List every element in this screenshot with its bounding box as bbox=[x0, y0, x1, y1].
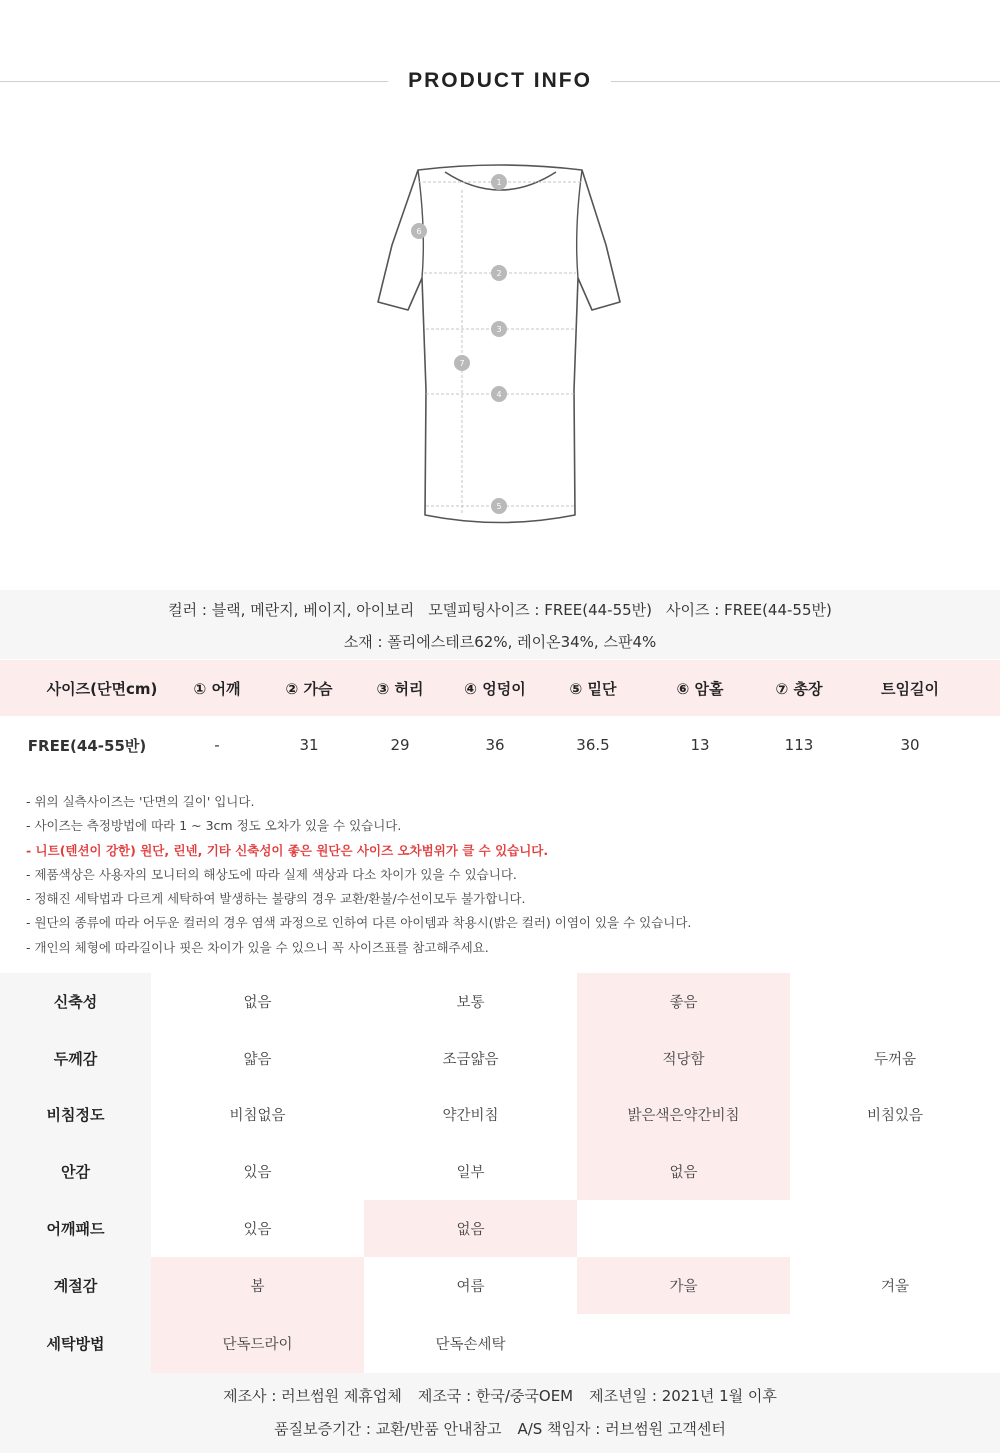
attribute-option: 보통 bbox=[456, 995, 485, 1011]
size-cell: FREE(44-55반) bbox=[27, 736, 147, 755]
dress-measurement-illustration bbox=[370, 160, 630, 530]
footer-row-2 bbox=[0, 1418, 1000, 1439]
attribute-option-selected: 적당함 bbox=[577, 1030, 790, 1086]
note-item: - 위의 실측사이즈는 '단면의 길이' 입니다. bbox=[26, 794, 255, 809]
attribute-option bbox=[577, 1314, 790, 1373]
product-basic-info bbox=[0, 590, 1000, 659]
size-header-cell: ② 가슴 bbox=[285, 679, 333, 698]
attribute-row bbox=[0, 1086, 1000, 1143]
marker-1 bbox=[491, 174, 507, 190]
attribute-option bbox=[790, 1143, 1000, 1200]
attribute-option-selected: 없음 bbox=[364, 1200, 577, 1257]
size-header-cell: ③ 허리 bbox=[376, 679, 424, 698]
fabric-attribute-table bbox=[0, 973, 1000, 1373]
size-header-cell: ① 어깨 bbox=[193, 679, 241, 698]
attribute-option-selected: 가을 bbox=[577, 1257, 790, 1314]
size-header-cell: ⑦ 총장 bbox=[775, 679, 823, 698]
svg-text:6: 6 bbox=[416, 227, 422, 236]
size-notes bbox=[26, 790, 976, 960]
attribute-row bbox=[0, 1143, 1000, 1200]
attribute-option bbox=[577, 1200, 790, 1257]
size-cell: 113 bbox=[784, 736, 814, 754]
svg-text:3: 3 bbox=[496, 325, 502, 334]
attribute-label: 신축성 bbox=[0, 973, 151, 1030]
attribute-option: 겨울 bbox=[880, 1279, 909, 1295]
size-cell: 29 bbox=[390, 736, 410, 754]
attribute-option: 조금얇음 bbox=[442, 1051, 499, 1068]
attribute-row bbox=[0, 1200, 1000, 1257]
size-table-header bbox=[0, 660, 1000, 716]
size-cell: 31 bbox=[299, 736, 319, 754]
footer-as-manager: A/S 책임자 : 러브썸원 고객센터 bbox=[517, 1420, 726, 1438]
note-item-warning: - 니트(텐션이 강한) 원단, 린넨, 기타 신축성이 좋은 원단은 사이즈 오차범위가 클 수 있습니다. bbox=[26, 842, 549, 858]
attribute-option: 약간비침 bbox=[442, 1108, 499, 1124]
note-item: - 개인의 체형에 따라길이나 핏은 차이가 있을 수 있으니 꼭 사이즈표를 참고해주세요. bbox=[26, 939, 489, 955]
attribute-option: 여름 bbox=[456, 1279, 485, 1295]
info-model-size: 모델피팅사이즈 : FREE(44-55반) bbox=[428, 601, 652, 619]
footer-date: 제조년일 : 2021년 1월 이후 bbox=[589, 1387, 777, 1405]
attribute-option-selected: 봄 bbox=[151, 1257, 364, 1314]
size-cell: 36.5 bbox=[576, 736, 610, 754]
size-cell: 30 bbox=[900, 736, 920, 754]
info-color: 컬러 : 블랙, 메란지, 베이지, 아이보리 bbox=[168, 601, 415, 619]
size-cell: 36 bbox=[485, 736, 505, 754]
attribute-row bbox=[0, 973, 1000, 1030]
note-item: - 제품색상은 사용자의 모니터의 해상도에 따라 실제 색상과 다소 차이가 있을 수 있습니다. bbox=[26, 866, 517, 882]
marker-4 bbox=[491, 386, 507, 402]
attribute-option bbox=[790, 1314, 1000, 1373]
attribute-option-selected: 밝은색은약간비침 bbox=[577, 1086, 790, 1143]
attribute-option-selected: 없음 bbox=[577, 1143, 790, 1200]
marker-2 bbox=[491, 265, 507, 281]
attribute-option: 있음 bbox=[243, 1222, 272, 1238]
attribute-option bbox=[790, 973, 1000, 1030]
size-table-row bbox=[0, 716, 1000, 774]
footer-row-1 bbox=[0, 1385, 1000, 1406]
info-row-2 bbox=[0, 631, 1000, 652]
attribute-label: 두께감 bbox=[0, 1030, 151, 1086]
svg-text:4: 4 bbox=[496, 390, 502, 399]
note-item: - 사이즈는 측정방법에 따라 1 ~ 3cm 정도 오차가 있을 수 있습니다. bbox=[26, 818, 402, 834]
note-item: - 원단의 종류에 따라 어두운 컬러의 경우 염색 과정으로 인하여 다른 아이템과 착용시(밝은 컬러) 이염이 있을 수 있습니다. bbox=[26, 915, 692, 931]
svg-text:5: 5 bbox=[496, 502, 502, 511]
attribute-label: 계절감 bbox=[0, 1257, 151, 1314]
size-cell: - bbox=[214, 736, 220, 754]
attribute-row bbox=[0, 1257, 1000, 1314]
attribute-label: 어깨패드 bbox=[0, 1200, 151, 1257]
marker-6 bbox=[411, 223, 427, 239]
attribute-option: 단독손세탁 bbox=[435, 1337, 506, 1353]
note-item: - 정해진 세탁법과 다르게 세탁하여 발생하는 불량의 경우 교환/환불/수선이모두 불가합니다. bbox=[26, 891, 526, 907]
marker-7 bbox=[454, 355, 470, 371]
size-header-cell: 사이즈(단면cm) bbox=[46, 679, 158, 698]
page-title: PRODUCT INFO bbox=[408, 69, 592, 92]
attribute-row bbox=[0, 1030, 1000, 1086]
svg-text:1: 1 bbox=[496, 178, 502, 187]
dress-outline bbox=[378, 165, 620, 523]
attribute-label: 세탁방법 bbox=[0, 1314, 151, 1373]
marker-3 bbox=[491, 321, 507, 337]
size-table bbox=[0, 660, 1000, 774]
attribute-option bbox=[790, 1200, 1000, 1257]
marker-5 bbox=[491, 498, 507, 514]
info-row-1 bbox=[0, 599, 1000, 620]
attribute-option: 비침없음 bbox=[229, 1108, 286, 1124]
size-header-cell: 트임길이 bbox=[881, 679, 939, 698]
attribute-option: 없음 bbox=[243, 995, 272, 1011]
size-header-cell: ⑥ 암홀 bbox=[676, 679, 724, 698]
info-size: 사이즈 : FREE(44-55반) bbox=[666, 601, 832, 619]
attribute-option: 일부 bbox=[456, 1165, 485, 1181]
size-cell: 13 bbox=[690, 736, 710, 754]
attribute-label: 비침정도 bbox=[0, 1086, 151, 1143]
attribute-option: 비침있음 bbox=[866, 1108, 924, 1124]
manufacturer-info bbox=[0, 1373, 1000, 1453]
attribute-option: 있음 bbox=[243, 1165, 272, 1181]
attribute-row bbox=[0, 1314, 1000, 1373]
product-info-header bbox=[0, 64, 1000, 100]
size-header-cell: ④ 엉덩이 bbox=[464, 679, 526, 698]
svg-text:7: 7 bbox=[459, 359, 465, 368]
attribute-label: 안감 bbox=[0, 1143, 151, 1200]
attribute-option: 얇음 bbox=[243, 1051, 272, 1068]
header-divider-right bbox=[611, 81, 1000, 82]
info-material: 소재 : 폴리에스테르62%, 레이온34%, 스판4% bbox=[343, 633, 657, 651]
svg-text:2: 2 bbox=[496, 269, 502, 278]
footer-warranty: 품질보증기간 : 교환/반품 안내참고 bbox=[274, 1420, 502, 1438]
attribute-option-selected: 단독드라이 bbox=[151, 1314, 364, 1373]
size-header-cell: ⑤ 밑단 bbox=[569, 679, 617, 698]
attribute-option-selected: 좋음 bbox=[577, 973, 790, 1030]
footer-country: 제조국 : 한국/중국OEM bbox=[417, 1387, 574, 1405]
footer-manufacturer: 제조사 : 러브썸원 제휴업체 bbox=[223, 1387, 402, 1405]
attribute-option: 두꺼움 bbox=[873, 1051, 917, 1068]
